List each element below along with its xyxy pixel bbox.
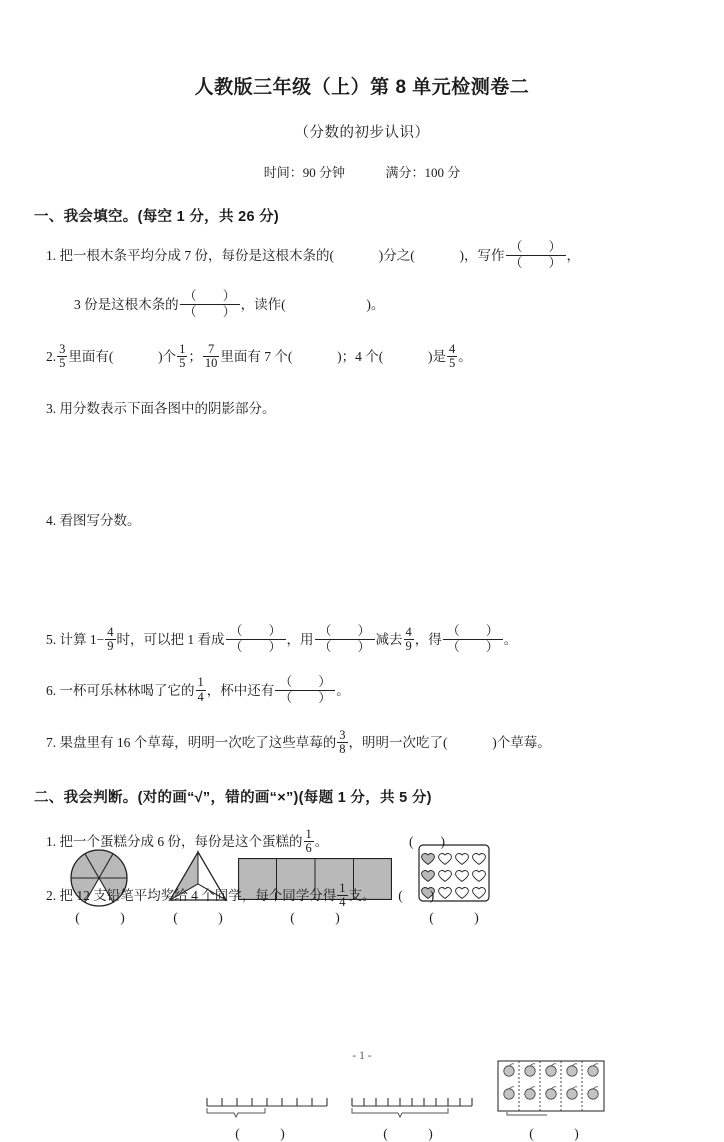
answer-mark-blank[interactable]: ( ) xyxy=(398,887,435,903)
figure-blank-rectangle[interactable]: ( ) xyxy=(290,909,340,925)
fraction-1-4-b xyxy=(337,882,347,910)
answer-fraction-blank-1[interactable] xyxy=(226,624,286,655)
fraction-denominator-blank[interactable]: （ ） xyxy=(443,639,503,655)
page-footer xyxy=(0,1050,724,1062)
fraction-1-6 xyxy=(304,828,314,856)
numerator: 3 xyxy=(59,341,66,356)
question-2-2 xyxy=(46,881,724,911)
page-subtitle: （分数的初步认识） xyxy=(294,125,430,141)
q-text-a: 把一根木条平均分成 7 份，每份是这根木条的( xyxy=(59,247,334,263)
q-text-b: 。 xyxy=(314,833,329,849)
figure-blank-apples[interactable]: ( ) xyxy=(529,1125,579,1141)
denominator: 8 xyxy=(339,742,346,756)
page-number: - 1 - xyxy=(352,1050,372,1062)
q-number: 4. xyxy=(46,512,57,528)
figure-blank-number-line-2[interactable]: ( ) xyxy=(383,1125,433,1141)
fraction-1-5 xyxy=(177,343,187,371)
q-text-b: ，杯中还有 xyxy=(206,682,275,698)
q-text-c: 。 xyxy=(336,682,350,698)
question-1-3 xyxy=(46,394,724,424)
numerator: 7 xyxy=(208,341,215,356)
q-text-e: )；4 个( xyxy=(337,348,384,364)
fraction-1-4 xyxy=(196,676,206,704)
fraction-3-8 xyxy=(337,729,347,757)
question-2-1 xyxy=(46,827,724,857)
apples-grid-svg xyxy=(497,1060,605,1116)
answer-fraction-blank-2[interactable] xyxy=(180,289,240,320)
q-text-e: ，读作( xyxy=(240,296,286,312)
figure-number-line-tenths xyxy=(350,1094,474,1120)
figure-number-line-eighths xyxy=(205,1094,329,1120)
q-text-f: 。 xyxy=(503,631,518,647)
time-label: 时间：90 分钟 xyxy=(263,165,345,180)
question-1-1 xyxy=(46,240,724,271)
q-text-b: )分之( xyxy=(378,247,415,263)
answer-fraction-blank[interactable] xyxy=(275,675,335,706)
answer-fraction-blank[interactable] xyxy=(506,240,566,271)
number-line-2-svg xyxy=(350,1094,474,1120)
fraction-3-5 xyxy=(57,343,67,371)
page-title: 人教版三年级（上）第 8 单元检测卷二 xyxy=(194,77,530,98)
question-1-1-line2 xyxy=(74,289,724,320)
exam-meta xyxy=(0,162,724,181)
q-number: 7. xyxy=(46,734,57,750)
denominator: 10 xyxy=(204,356,218,371)
denominator: 5 xyxy=(59,356,66,371)
fraction-numerator-blank[interactable]: （ ） xyxy=(183,287,236,303)
fraction-4-9-b xyxy=(404,626,414,654)
answer-mark-blank[interactable]: ( ) xyxy=(409,833,445,849)
worksheet-page xyxy=(0,72,724,1141)
q-text-d: 减去 xyxy=(375,631,403,647)
fraction-4-5 xyxy=(447,343,457,371)
q-text-b: )个 xyxy=(158,348,177,364)
fraction-denominator-blank[interactable]: （ ） xyxy=(506,255,566,271)
figure-blank-number-line-1[interactable]: ( ) xyxy=(235,1125,285,1141)
q-text-a: 里面有( xyxy=(68,348,114,364)
numerator: 4 xyxy=(405,624,412,639)
numerator: 1 xyxy=(179,341,186,356)
q-text-e: ，得 xyxy=(414,631,442,647)
fraction-numerator-blank[interactable]: （ ） xyxy=(509,239,562,254)
q-number: 2. xyxy=(46,348,57,364)
q-text-a: 把 12 支铅笔平均奖给 4 个同学，每个同学分得 xyxy=(59,887,337,903)
number-line-1-svg xyxy=(205,1094,329,1120)
q-text-a: 把一个蛋糕分成 6 份，每份是这个蛋糕的 xyxy=(59,833,303,849)
q-text: 看图写分数。 xyxy=(59,512,141,528)
denominator: 4 xyxy=(339,895,346,909)
question-1-5 xyxy=(46,624,724,655)
section-heading-true-false: 二、我会判断。(对的画“√”，错的画“×”)(每题 1 分，共 5 分) xyxy=(34,789,432,806)
numerator: 4 xyxy=(449,341,456,356)
fraction-numerator-blank[interactable]: （ ） xyxy=(318,622,371,638)
q-number: 5. xyxy=(46,631,57,647)
fraction-numerator-blank[interactable]: （ ） xyxy=(446,622,499,638)
score-label: 满分：100 分 xyxy=(385,165,461,180)
q-text-tail: ， xyxy=(566,247,581,263)
q-text-c: ，用 xyxy=(286,631,314,647)
q-text-c: ； xyxy=(188,348,202,364)
fraction-denominator-blank[interactable]: （ ） xyxy=(275,690,335,706)
numerator: 3 xyxy=(339,727,346,742)
fraction-denominator-blank[interactable]: （ ） xyxy=(315,639,375,655)
denominator: 6 xyxy=(305,841,312,855)
numerator: 1 xyxy=(339,880,346,895)
question-1-4 xyxy=(46,506,724,536)
answer-fraction-blank-3[interactable] xyxy=(443,624,503,655)
fraction-7-10 xyxy=(203,343,220,371)
fraction-numerator-blank[interactable]: （ ） xyxy=(279,673,332,689)
q-text-f: )。 xyxy=(366,296,385,312)
q-text: 用分数表示下面各图中的阴影部分。 xyxy=(59,400,276,416)
fraction-4-9 xyxy=(105,626,115,654)
q-text-a: 计算 1− xyxy=(59,631,105,647)
answer-fraction-blank-2[interactable] xyxy=(315,624,375,655)
q-text-b: 时，可以把 1 看成 xyxy=(116,631,225,647)
denominator: 4 xyxy=(197,689,204,704)
numerator: 1 xyxy=(197,675,204,690)
denominator: 5 xyxy=(179,356,186,371)
q-number: 6. xyxy=(46,682,57,698)
q-number: 1. xyxy=(46,247,57,263)
fraction-denominator-blank[interactable]: （ ） xyxy=(180,304,240,320)
q-text-a: 一杯可乐林林喝了它的 xyxy=(59,682,195,698)
q-text-c: )，写作 xyxy=(459,247,505,263)
numerator: 4 xyxy=(107,624,114,639)
q-text-b: 支。 xyxy=(348,887,376,903)
figure-blank-hearts[interactable]: ( ) xyxy=(429,909,479,925)
q-text-g: 。 xyxy=(458,348,472,364)
question-1-7 xyxy=(46,728,724,758)
figure-blank-pie[interactable]: ( ) xyxy=(75,909,125,925)
q-text-b: ，明明一次吃了( xyxy=(348,734,448,750)
q-text-c: )个草莓。 xyxy=(492,734,551,750)
figure-apples-grid xyxy=(497,1060,605,1116)
section-heading-fill-blanks: 一、我会填空。(每空 1 分，共 26 分) xyxy=(34,209,280,225)
q-text-d: 3 份是这根木条的 xyxy=(74,296,179,312)
q-text-a: 果盘里有 16 个草莓，明明一次吃了这些草莓的 xyxy=(59,734,337,750)
fraction-denominator-blank[interactable]: （ ） xyxy=(226,639,286,655)
figure-blank-triangle[interactable]: ( ) xyxy=(173,909,223,925)
q-number: 1. xyxy=(46,833,57,849)
q-number: 3. xyxy=(46,400,57,416)
denominator: 9 xyxy=(107,639,114,654)
denominator: 5 xyxy=(449,356,456,371)
q-text-d: 里面有 7 个( xyxy=(220,348,293,364)
question-1-2 xyxy=(46,342,724,372)
numerator: 1 xyxy=(305,826,312,841)
fraction-numerator-blank[interactable]: （ ） xyxy=(229,622,282,638)
denominator: 9 xyxy=(405,639,412,654)
q-number: 2. xyxy=(46,887,57,903)
q-text-f: )是 xyxy=(428,348,446,364)
question-1-6 xyxy=(46,675,724,706)
